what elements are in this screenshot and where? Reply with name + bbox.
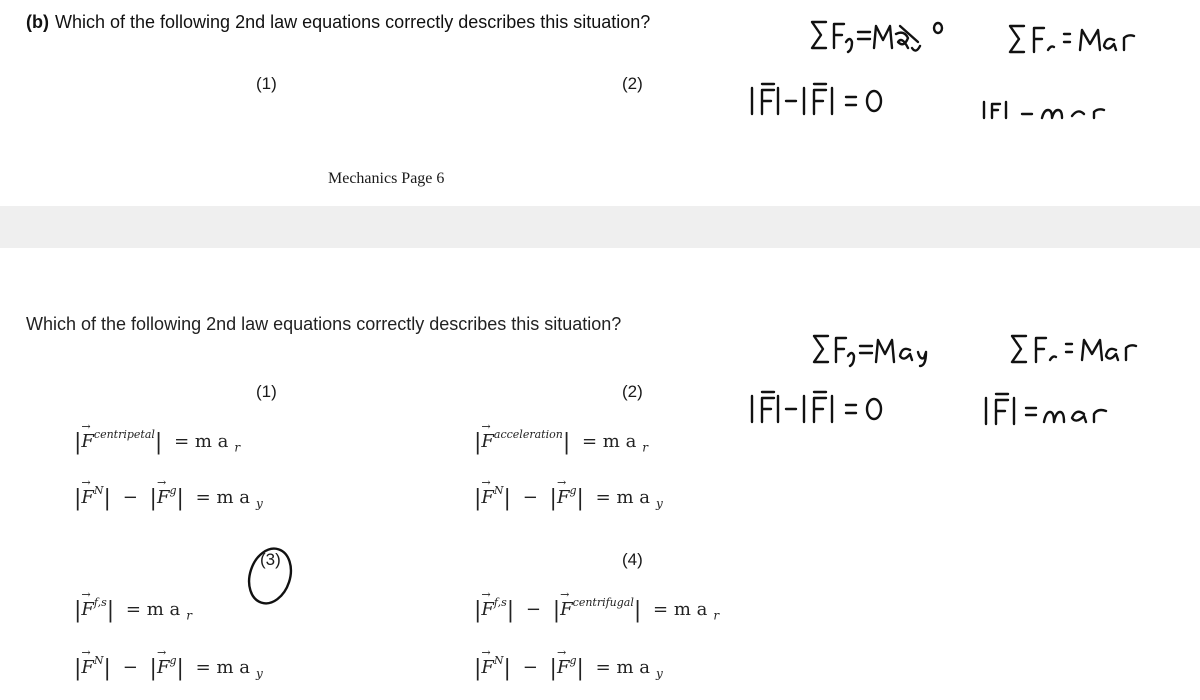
option-3-label: (3): [260, 550, 281, 569]
handwritten-eq-r: [986, 394, 1106, 424]
handwritten-eq-y: [752, 392, 881, 422]
option-4-equation-vertical: |→ $F^N|$ − |→ $F^g| = m$ a $_y$: [474, 656, 663, 681]
page-bottom: [0, 248, 1200, 700]
handwriting-bottom: [0, 248, 1200, 700]
handwriting-top: [0, 0, 1200, 206]
option-3-equation-radial: |→ F$^{f,s}$| = m a $_r$: [74, 598, 192, 623]
page-footer: Mechanics Page 6: [328, 170, 445, 187]
page-gap: [0, 206, 1200, 248]
handwritten-sum-y: [814, 336, 926, 366]
option-4-label: (4): [622, 550, 643, 569]
handwritten-eq-y: [752, 84, 881, 114]
option-1-equation-radial: |→ $F^{centripetal}| = m$ a $_r$: [74, 430, 240, 455]
option-2-equation-radial: |→ $F^{acceleration}| = m$ a $_r$: [474, 430, 648, 455]
option-2-equation-vertical: |→ $F^N|$ − |→ $F^g| = m$ a $_y$: [474, 486, 663, 511]
question-label: (b): [26, 12, 49, 32]
option-2-label: (2): [622, 74, 643, 93]
handwritten-eq-r: [984, 102, 1104, 118]
option-1-equation-vertical: |→ $F^N|$ − |→ $F^g| = m$ a $_y$: [74, 486, 263, 511]
handwritten-sum-y: [812, 22, 942, 52]
page-top: [0, 0, 1200, 206]
handwritten-sum-r: [1012, 336, 1136, 362]
option-4-equation-radial: |→ F$^{f,s}$| − |→ $F^{centrifugal}| = m$ a $_r$: [474, 598, 719, 623]
option-2-label: (2): [622, 382, 643, 401]
option-3-circle-mark: [242, 543, 297, 609]
question-cutoff: Which of the following 2nd law equations correctly describes this situation?: [26, 314, 622, 334]
option-3-equation-vertical: |→ $F^N|$ − |→ $F^g| = m$ a $_y$: [74, 656, 263, 681]
handwritten-sum-r: [1010, 26, 1134, 52]
question-body: Which of the following 2nd law equations correctly describes this situation?: [54, 12, 651, 32]
option-1-label: (1): [256, 382, 277, 401]
option-1-label: (1): [256, 74, 277, 93]
